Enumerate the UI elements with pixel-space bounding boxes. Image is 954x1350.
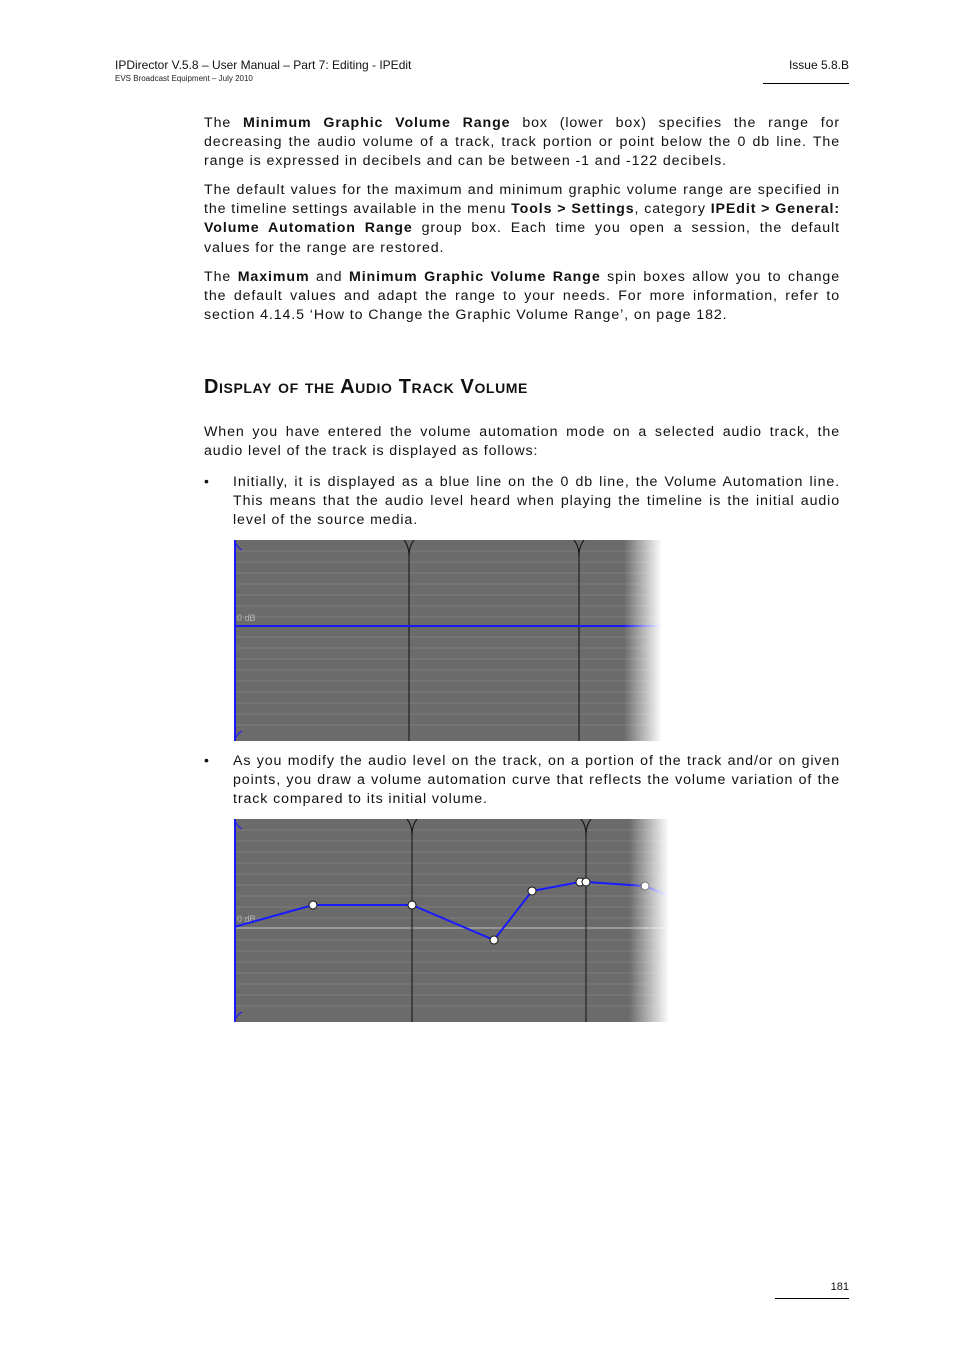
track-background	[234, 540, 662, 741]
bold-term: Maximum	[237, 269, 310, 285]
header-issue: Issue 5.8.B	[763, 58, 849, 84]
header-title: IPDirector V.5.8 – User Manual – Part 7: Editing - IPEdit	[115, 58, 412, 72]
bullet-automation-curve: As you modify the audio level on the track, on a portion of the track and/or on given points, you draw a volume automation curve that reflects the volume variation of the track compared to its initial volume.	[233, 753, 840, 808]
paragraph-default-values	[204, 181, 840, 258]
timeline-screenshot-curve	[234, 819, 669, 1022]
automation-point[interactable]	[528, 887, 536, 895]
automation-point[interactable]	[490, 936, 498, 944]
timeline-screenshot-flat	[234, 540, 662, 741]
paragraph-intro: When you have entered the volume automation mode on a selected audio track, the audio level of the track is displayed as follows:	[204, 424, 840, 460]
automation-point[interactable]	[408, 901, 416, 909]
bold-term: IPEdit > General: Volume Automation Range	[204, 201, 841, 237]
zero-db-label: 0 dB	[237, 613, 256, 623]
text-run: box (lower box) specifies the range for decreasing the audio volume of a track, track portion or point below the 0 db line. The range is expressed in decibels and can be between -1 and -122 decibels.	[204, 115, 840, 170]
track-fade	[624, 540, 662, 741]
bullet-symbol: •	[204, 473, 209, 489]
text-run: The	[204, 115, 243, 131]
bullet-initial-line: Initially, it is displayed as a blue line on the 0 db line, the Volume Automation line. This means that the audio level heard when playing the timeline is the initial audio level of the source media.	[233, 474, 840, 529]
header-subtitle: EVS Broadcast Equipment – July 2010	[115, 74, 253, 83]
automation-point[interactable]	[309, 901, 317, 909]
text-run: The	[204, 269, 238, 285]
track-fade	[629, 819, 669, 1022]
text-run: group box. Each time you open a session, the default values for the range are restored.	[204, 220, 840, 256]
bold-term: Minimum Graphic Volume Range	[348, 269, 601, 285]
text-run: and	[309, 269, 349, 285]
zero-db-label: 0 dB	[237, 914, 256, 924]
text-run: spin boxes allow you to change the default values and adapt the range to your needs. For more information, refer to section 4.14.5 ‘How to Change the Graphic Volume Range’, on page 182.	[204, 269, 840, 324]
text-run: The default values for the maximum and minimum graphic volume range are specified in the timeline settings available in the menu	[204, 182, 840, 218]
page-header	[115, 58, 411, 83]
text-run: , category	[634, 201, 711, 218]
page-number: 181	[775, 1281, 849, 1299]
bold-term: Tools > Settings	[511, 201, 635, 218]
section-heading: Display of the Audio Track Volume	[204, 376, 528, 398]
track-background	[234, 819, 669, 1022]
paragraph-min-range	[204, 114, 840, 172]
automation-point[interactable]	[582, 878, 590, 886]
bullet-symbol: •	[204, 752, 209, 768]
paragraph-spin-boxes	[204, 268, 840, 326]
bold-term: Minimum Graphic Volume Range	[243, 115, 511, 131]
